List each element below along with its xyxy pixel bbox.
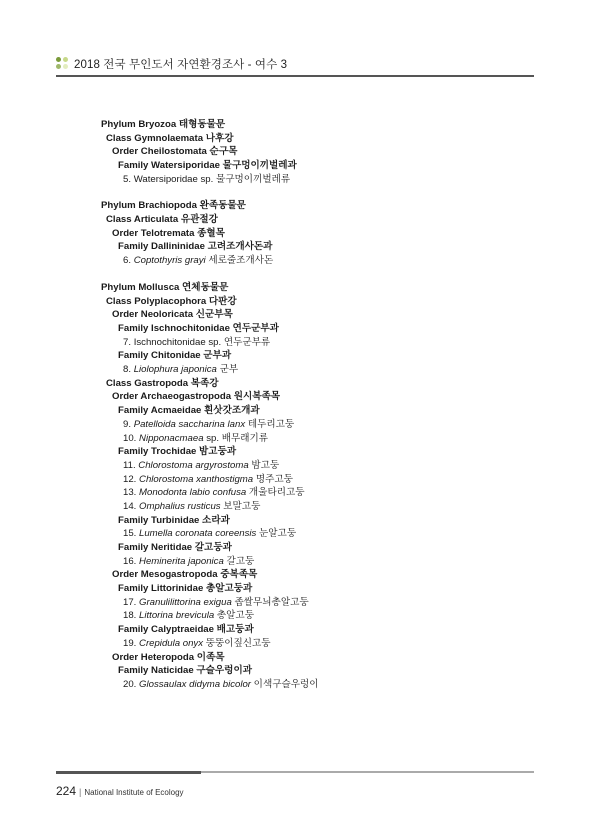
header-dot-2 [63,57,68,62]
order-heading [101,227,541,241]
class-heading [101,213,541,227]
family-heading [101,240,541,254]
family-heading [101,322,541,336]
scientific-name: Monodonta labio confusa [139,487,247,499]
rank-label: Order Neoloricata 신군부목 [112,309,233,321]
rank-label: Family Chitonidae 군부과 [118,350,232,362]
species-number: 18. [123,610,137,622]
korean-name: 연두군부류 [223,336,271,348]
rank-label: Family Neritidae 갈고둥과 [118,542,232,554]
scientific-name: Chlorostoma argyrostoma [138,459,249,471]
scientific-name: Heminerita japonica [139,555,224,567]
korean-name: 보말고둥 [223,500,261,512]
species-number: 14. [123,500,137,512]
class-heading [101,295,541,309]
species-number: 12. [123,473,137,485]
species-number: 8. [123,364,132,376]
scientific-name: Omphalius rusticus [139,500,221,512]
rank-label: Phylum Mollusca 연체동물문 [101,281,229,293]
scientific-name: Crepidula onyx [139,637,204,649]
scientific-name: Patelloida saccharina lanx [133,418,246,430]
footer-institute: National Institute of Ecology [84,788,184,797]
species-item [101,254,541,268]
scientific-name: Lumella coronata coreensis [139,528,257,540]
rank-label: Order Heteropoda 이족목 [112,651,225,663]
species-number: 20. [123,678,137,690]
species-item [101,500,541,514]
order-heading [101,308,541,322]
species-item [101,609,541,623]
section-spacer [101,186,541,199]
family-heading [101,514,541,528]
species-item [101,555,541,569]
rank-label: Family Calyptraeidae 배고둥과 [118,624,254,636]
class-heading [101,132,541,146]
rank-label: Class Gymnolaemata 나후강 [106,132,234,144]
family-heading [101,349,541,363]
family-heading [101,664,541,678]
korean-name: 총알고둥 [216,610,254,622]
order-heading [101,568,541,582]
species-item [101,527,541,541]
order-heading [101,390,541,404]
species-item [101,486,541,500]
species-number: 9. [123,418,132,430]
header-dot-4 [63,64,68,69]
species-item [101,637,541,651]
species-number: 13. [123,487,137,499]
korean-name: 밤고둥 [251,459,280,471]
rank-label: Family Watersiporidae 물구멍이끼벌레과 [118,160,297,172]
korean-name: 배무래기류 [221,432,269,444]
rank-label: Class Articulata 유관절강 [106,213,218,225]
family-heading [101,159,541,173]
species-number: 15. [123,528,137,540]
rank-label: Family Littorinidae 총알고둥과 [118,583,253,595]
header-title: 2018 전국 무인도서 자연환경조사 - 여수 3 [74,59,288,71]
footer-rule-accent [56,771,201,774]
species-item [101,363,541,377]
header-rule [56,75,534,77]
scientific-name: Liolophura japonica [133,364,217,376]
species-item [101,459,541,473]
rank-label: Phylum Bryozoa 태형동물문 [101,119,226,130]
korean-name: 명주고둥 [255,473,293,485]
korean-name: 세로줄조개사돈 [208,254,274,266]
species-number: 10. [123,432,137,444]
rank-label: Family Naticidae 구슬우렁이과 [118,665,252,677]
order-heading [101,651,541,665]
species-number: 11. [123,459,136,471]
family-heading [101,582,541,596]
species-item [101,596,541,610]
species-number: 17. [123,596,137,608]
korean-name: 갈고둥 [226,555,255,567]
scientific-name: Coptothyris grayi [133,254,206,266]
species-number: 7. [123,336,132,348]
order-heading [101,145,541,159]
rank-label: Family Trochidae 밤고둥과 [118,446,237,458]
header-dot-1 [56,57,61,62]
rank-label: Phylum Brachiopoda 완족동물문 [101,200,246,212]
rank-label: Order Archaeogastropoda 원시복족목 [112,391,281,403]
species-item [101,336,541,350]
phylum-heading [101,281,541,295]
scientific-name: Littorina brevicula [139,610,215,622]
header-dots-icon [56,57,70,71]
scientific-name: Watersiporidae sp. [133,173,214,185]
page-footer [56,782,184,798]
footer-separator: | [79,787,82,797]
scientific-name-suffix: sp. [203,432,220,444]
korean-name: 눈알고둥 [259,528,297,540]
rank-label: Order Telotremata 종혈목 [112,227,225,239]
species-item [101,473,541,487]
species-item [101,678,541,692]
scientific-name: Glossaulax didyma bicolor [139,678,251,690]
class-heading [101,377,541,391]
rank-label: Family Ischnochitonidae 연두군부과 [118,323,279,335]
korean-name: 테두리고둥 [247,418,295,430]
page-header [56,57,534,77]
korean-name: 군부 [219,364,239,376]
section-spacer [101,268,541,281]
rank-label: Family Acmaeidae 흰삿갓조개과 [118,405,260,417]
species-item [101,432,541,446]
rank-label: Family Dallininidae 고려조개사돈과 [118,241,273,253]
korean-name: 물구멍이끼벌레류 [216,173,291,185]
species-number: 6. [123,254,132,266]
species-list [101,118,541,692]
family-heading [101,541,541,555]
family-heading [101,445,541,459]
korean-name: 좁쌀무늬총알고둥 [234,596,309,608]
rank-label: Class Polyplacophora 다판강 [106,295,237,307]
rank-label: Order Mesogastropoda 중복족목 [112,569,258,581]
korean-name: 개울타리고둥 [248,487,305,499]
header-dot-3 [56,64,61,69]
korean-name: 뚱뚱이짚신고둥 [205,637,271,649]
scientific-name: Ischnochitonidae sp. [133,336,222,348]
footer-rule [56,771,534,773]
species-item [101,418,541,432]
species-number: 19. [123,637,137,649]
rank-label: Order Cheilostomata 순구목 [112,146,238,158]
family-heading [101,404,541,418]
rank-label: Class Gastropoda 복족강 [106,377,219,389]
scientific-name: Chlorostoma xanthostigma [139,473,254,485]
scientific-name: Granulilittorina exigua [139,596,232,608]
page-number: 224 [56,784,77,798]
family-heading [101,623,541,637]
scientific-name: Nipponacmaea [139,432,204,444]
species-item [101,173,541,187]
species-number: 16. [123,555,137,567]
phylum-heading [101,118,541,132]
korean-name: 이색구슬우렁이 [253,678,319,690]
rank-label: Family Turbinidae 소라과 [118,514,230,526]
phylum-heading [101,199,541,213]
species-number: 5. [123,173,132,185]
